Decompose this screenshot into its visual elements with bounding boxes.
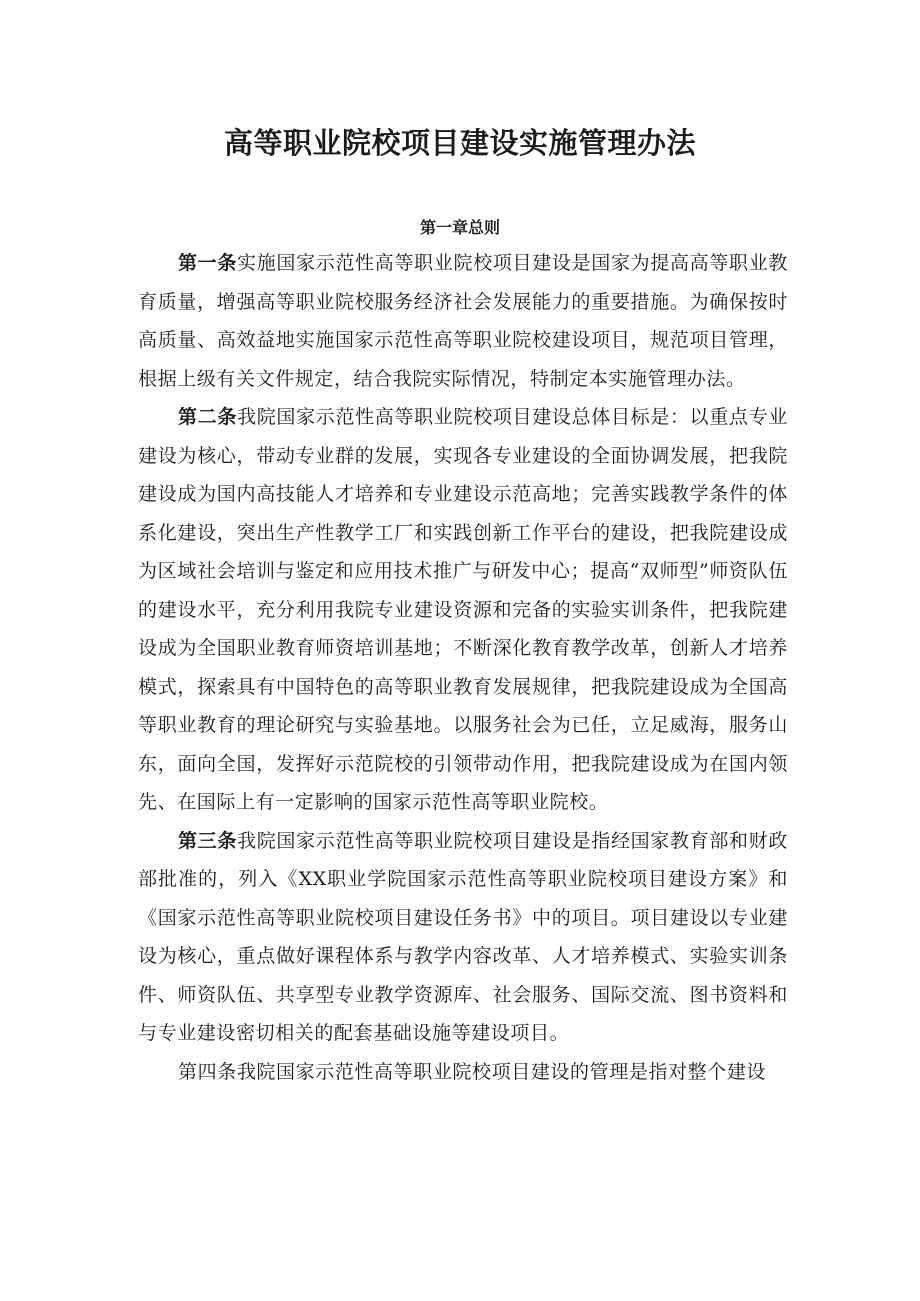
- article-3: [138, 822, 788, 1053]
- article-label: 第一条: [178, 252, 238, 274]
- article-text: 实施国家示范性高等职业院校项目建设是国家为提高高等职业教育质量，增强高等职业院校服务经济社会发展能力的重要措施。为确保按时高质量、高效益地实施国家示范性高等职业院校建设项目，规范项目管理，根据上级有关文件规定，结合我院实际情况，特制定本实施管理办法。: [138, 252, 788, 390]
- article-label: 第二条: [178, 406, 238, 428]
- article-text: 我院国家示范性高等职业院校项目建设是指经国家教育部和财政部批准的，列入《XX职业学院国家示范性高等职业院校项目建设方案》和《国家示范性高等职业院校项目建设任务书》中的项目。项目建设以专业建设为核心，重点做好课程体系与教学内容改革、人才培养模式、实验实训条件、师资队伍、共享型专业教学资源库、社会服务、国际交流、图书资料和与专业建设密切相关的配套基础设施等建设项目。: [138, 829, 788, 1044]
- article-text: 我院国家示范性高等职业院校项目建设总体目标是：以重点专业建设为核心，带动专业群的发展，实现各专业建设的全面协调发展，把我院建设成为国内高技能人才培养和专业建设示范高地；完善实践教学条件的体系化建设，突出生产性教学工厂和实践创新工作平台的建设，把我院建设成为区域社会培训与鉴定和应用技术推广与研发中心；提高“双师型”师资队伍的建设水平，充分利用我院专业建设资源和完备的实验实训条件，把我院建设成为全国职业教育师资培训基地；不断深化教育教学改革，创新人才培养模式，探索具有中国特色的高等职业教育发展规律，把我院建设成为全国高等职业教育的理论研究与实验基地。以服务社会为已任，立足威海，服务山东，面向全国，发挥好示范院校的引领带动作用，把我院建设成为在国内领先、在国际上有一定影响的国家示范性高等职业院校。: [138, 406, 788, 813]
- document-body: [138, 244, 788, 1091]
- article-1: [138, 244, 788, 398]
- article-label: 第四条: [178, 1060, 237, 1083]
- chapter-heading: 第一章总则: [419, 218, 500, 237]
- article-4: [138, 1053, 788, 1092]
- document-title: 高等职业院校项目建设实施管理办法: [223, 126, 696, 160]
- article-2: [138, 398, 788, 822]
- article-label: 第三条: [178, 829, 238, 852]
- article-text: 我院国家示范性高等职业院校项目建设的管理是指对整个建设: [236, 1060, 767, 1083]
